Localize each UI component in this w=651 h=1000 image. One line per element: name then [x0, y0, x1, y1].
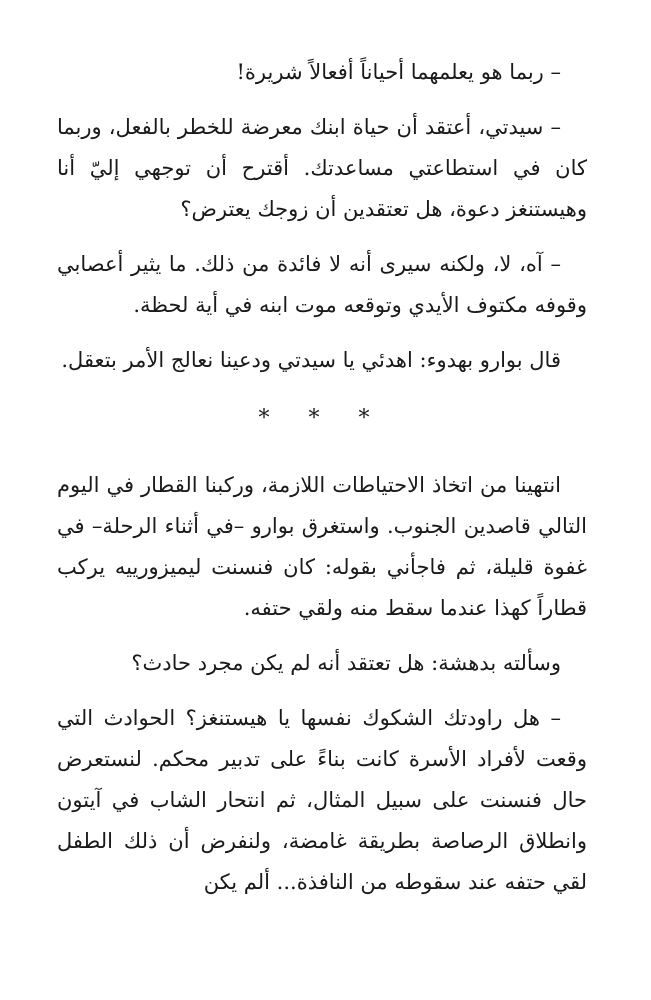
paragraph: انتهينا من اتخاذ الاحتياطات اللازمة، وركبنا القطار في اليوم التالي قاصدين الجنوب. واستغرق بوارو –في أثناء الرحلة– في غفوة قليلة، ثم فاجأني بقوله: كان فنسنت ليميزورييه يركب قطاراً كهذا عندما سقط منه ولقي حتفه. [57, 473, 587, 620]
section-separator: * * * [258, 406, 386, 431]
paragraph: – ربما هو يعلمهما أحياناً أفعالاً شريرة! [236, 60, 561, 84]
paragraph: – سيدتي، أعتقد أن حياة ابنك معرضة للخطر بالفعل، وربما كان في استطاعتي مساعدتك. أقترح أن توجهي إليّ أنا وهيستنغز دعوة، هل تعتقدين أن زوجك يعترض؟ [57, 115, 587, 221]
book-page [57, 52, 587, 917]
paragraph: – آه، لا، ولكنه سيرى أنه لا فائدة من ذلك. ما يثير أعصابي وقوفه مكتوف الأيدي وتوقعه موت ابنه في أية لحظة. [57, 252, 587, 317]
paragraph: وسألته بدهشة: هل تعتقد أنه لم يكن مجرد حادث؟ [131, 651, 561, 675]
paragraph: – هل راودتك الشكوك نفسها يا هيستنغز؟ الحوادث التي وقعت لأفراد الأسرة كانت بناءً على تدبير محكم. لنستعرض حال فنسنت على سبيل المثال، ثم انتحار الشاب في آيتون وانطلاق الرصاصة بطريقة غامضة، ولنفرض أن ذلك الطفل لقي حتفه عند سقوطه من النافذة... ألم يكن [57, 706, 587, 894]
paragraph: قال بوارو بهدوء: اهدئي يا سيدتي ودعينا نعالج الأمر بتعقل. [61, 348, 561, 372]
